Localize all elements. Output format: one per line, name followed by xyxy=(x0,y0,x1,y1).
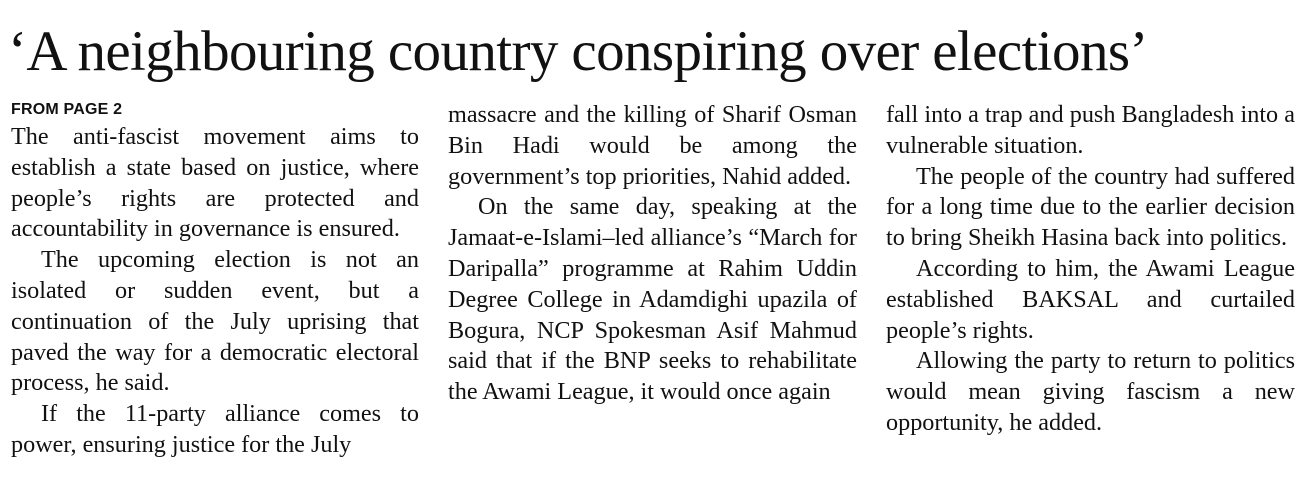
article-column-1 xyxy=(11,100,419,461)
paragraph: On the same day, speaking at the Jamaat-e-Islami–led alliance’s “March for Daripalla” programme at Rahim Uddin Degree College in Adamdighi upazila of Bogura, NCP Spokesman Asif Mahmud said that if the BNP seeks to rehabilitate the Awami League, it would once again xyxy=(448,193,857,406)
paragraph: If the 11-party alliance comes to power, ensuring justice for the July xyxy=(11,400,419,458)
paragraph: The upcoming election is not an isolated or sudden event, but a continuation of the July uprising that paved the way for a democratic electoral process, he said. xyxy=(11,246,419,397)
paragraph: The people of the country had suffered for a long time due to the earlier decision to bring Sheikh Hasina back into politics. xyxy=(886,162,1295,252)
article-column-3 xyxy=(886,100,1295,439)
paragraph-continued: fall into a trap and push Bangladesh into a vulnerable situation. xyxy=(886,101,1295,159)
paragraph: Allowing the party to return to politics would mean giving fascism a new opportunity, he added. xyxy=(886,347,1295,436)
paragraph: The anti-fascist movement aims to establish a state based on justice, where people’s rights are protected and accountability in governance is ensured. xyxy=(11,123,419,243)
article-column-2 xyxy=(448,100,857,408)
continuation-kicker: FROM PAGE 2 xyxy=(11,101,123,118)
paragraph: According to him, the Awami League established BAKSAL and curtailed people’s rights. xyxy=(886,254,1295,344)
paragraph-continued: massacre and the killing of Sharif Osman Bin Hadi would be among the government’s top priorities, Nahid added. xyxy=(448,101,857,190)
headline: ‘A neighbouring country conspiring over elections’ xyxy=(8,20,1148,83)
